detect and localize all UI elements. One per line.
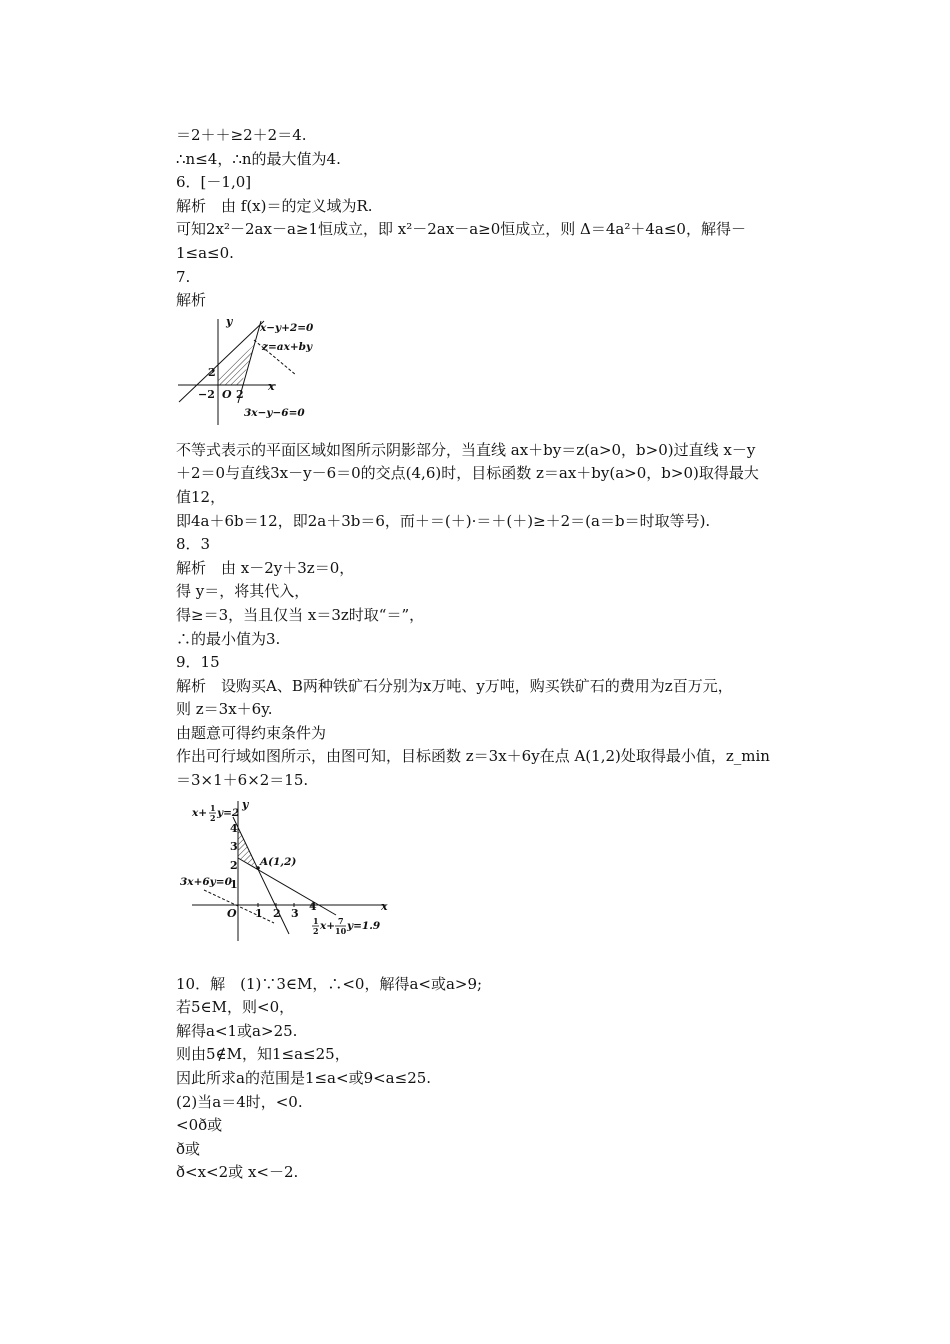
tick-label: 2 bbox=[208, 365, 216, 379]
text-line: 得≥＝3，当且仅当 x＝3z时取“＝”， bbox=[176, 605, 425, 624]
figure-feasible-region-1 bbox=[176, 315, 346, 427]
line-label: 3x−y−6=0 bbox=[244, 406, 305, 419]
figure-2-graph bbox=[176, 799, 406, 949]
tick-label: −2 bbox=[198, 387, 215, 401]
text-line: 解析 由 x－2y＋3z＝0， bbox=[176, 558, 355, 577]
label-part: y=2 bbox=[217, 806, 240, 819]
text-line: ∴的最小值为3. bbox=[176, 629, 281, 648]
text-line: ∴n≤4，∴n的最大值为4. bbox=[176, 149, 341, 168]
text-line: (2)当a＝4时，<0. bbox=[176, 1092, 303, 1111]
label-part: y=1.9 bbox=[347, 919, 381, 932]
text-line: 得 y＝，将其代入， bbox=[176, 582, 310, 601]
text-line: 解析 由 f(x)＝的定义域为R. bbox=[176, 196, 373, 215]
solution-block-c bbox=[176, 973, 816, 1185]
text-line: ＋2＝0与直线3x－y－6＝0的交点(4,6)时，目标函数 z＝ax＋by(a>0，b>0)取得最大 bbox=[176, 464, 759, 483]
text-line: 可知2x²－2ax－a≥1恒成立，即 x²－2ax－a≥0恒成立，则 Δ＝4a²＋4a≤0，解得－ bbox=[176, 220, 746, 239]
figure-1-graph bbox=[176, 315, 346, 427]
label-part: x+ bbox=[192, 806, 208, 819]
solution-block-b bbox=[176, 439, 816, 793]
text-line: 由题意可得约束条件为 bbox=[176, 723, 327, 742]
y-tick-label: 3 bbox=[230, 839, 238, 853]
shaded-region bbox=[218, 344, 255, 385]
text-line: ð<x<2或 x<－2. bbox=[176, 1163, 299, 1182]
problem-9-answer: 9．15 bbox=[176, 653, 220, 672]
problem-8-answer: 8．3 bbox=[176, 535, 211, 554]
line-label-top bbox=[191, 803, 239, 823]
figure-feasible-region-2 bbox=[176, 799, 406, 949]
problem-6-answer: 6．[－1,0] bbox=[176, 173, 252, 192]
y-tick-label: 4 bbox=[230, 821, 238, 835]
problem-7-number: 7. bbox=[176, 267, 191, 286]
line-label-dashed: 3x+6y=0 bbox=[180, 875, 232, 888]
point-a-label: A(1,2) bbox=[260, 855, 297, 868]
text-line: 解得a<1或a>25. bbox=[176, 1021, 298, 1040]
fraction-denominator: 2 bbox=[210, 812, 216, 823]
problem-10-heading: 10．解 (1)∵3∈M，∴<0，解得a<或a>9; bbox=[176, 974, 483, 993]
text-line: ＝3×1＋6×2＝15. bbox=[176, 771, 309, 790]
label-part: x+ bbox=[320, 919, 336, 932]
y-tick-label: 2 bbox=[230, 858, 238, 872]
text-line: ð或 bbox=[176, 1139, 201, 1158]
x-axis-label: x bbox=[268, 379, 275, 393]
text-line: 因此所求a的范围是1≤a<或9<a≤25. bbox=[176, 1069, 432, 1088]
text-line: 不等式表示的平面区域如图所示阴影部分，当直线 ax＋by＝z(a>0，b>0)过直线 x－y bbox=[176, 440, 756, 459]
fraction-denominator: 2 bbox=[313, 925, 319, 936]
text-line: 值12， bbox=[176, 487, 226, 506]
fraction-numerator: 1 bbox=[210, 802, 216, 813]
x-axis-label: x bbox=[381, 899, 388, 913]
x-tick-label: 3 bbox=[291, 906, 299, 920]
fraction-denominator: 10 bbox=[335, 925, 347, 936]
solution-content bbox=[176, 124, 816, 1185]
origin-label: O bbox=[222, 387, 232, 401]
origin-label: O bbox=[227, 906, 237, 920]
fraction-numerator: 7 bbox=[338, 915, 344, 926]
line-label: z=ax+by bbox=[262, 340, 313, 353]
x-tick-label: 1 bbox=[255, 906, 263, 920]
x-tick-label: 4 bbox=[309, 899, 317, 913]
fraction-numerator: 1 bbox=[313, 915, 319, 926]
text-line: 则 z＝3x＋6y. bbox=[176, 700, 273, 719]
text-line: 若5∈M，则<0， bbox=[176, 998, 295, 1017]
text-line: <0ð或 bbox=[176, 1116, 223, 1135]
text-line: 即4a＋6b＝12，即2a＋3b＝6，而＋＝(＋)·＝＋(＋)≥＋2＝(a＝b＝时取等号). bbox=[176, 511, 711, 530]
x-tick-label: 2 bbox=[273, 906, 281, 920]
y-axis-label: y bbox=[242, 797, 249, 811]
text-line: 解析 bbox=[176, 291, 207, 310]
text-line: ＝2＋＋≥2＋2＝4. bbox=[176, 126, 307, 144]
solution-block-a bbox=[176, 124, 816, 313]
text-line: 则由5∉M，知1≤a≤25， bbox=[176, 1045, 350, 1064]
line-label: x−y+2=0 bbox=[260, 321, 314, 334]
tick-label: 2 bbox=[236, 387, 244, 401]
y-axis-label: y bbox=[226, 314, 233, 328]
text-line: 作出可行域如图所示，由图可知，目标函数 z＝3x＋6y在点 A(1,2)处取得最小值，z_min bbox=[176, 747, 770, 766]
text-line: 解析 设购买A、B两种铁矿石分别为x万吨、y万吨，购买铁矿石的费用为z百万元， bbox=[176, 676, 733, 695]
line-label-bottom bbox=[312, 916, 381, 936]
objective-line-dashed bbox=[204, 890, 274, 923]
y-tick-label: 1 bbox=[230, 877, 238, 891]
text-line: 1≤a≤0. bbox=[176, 243, 234, 262]
